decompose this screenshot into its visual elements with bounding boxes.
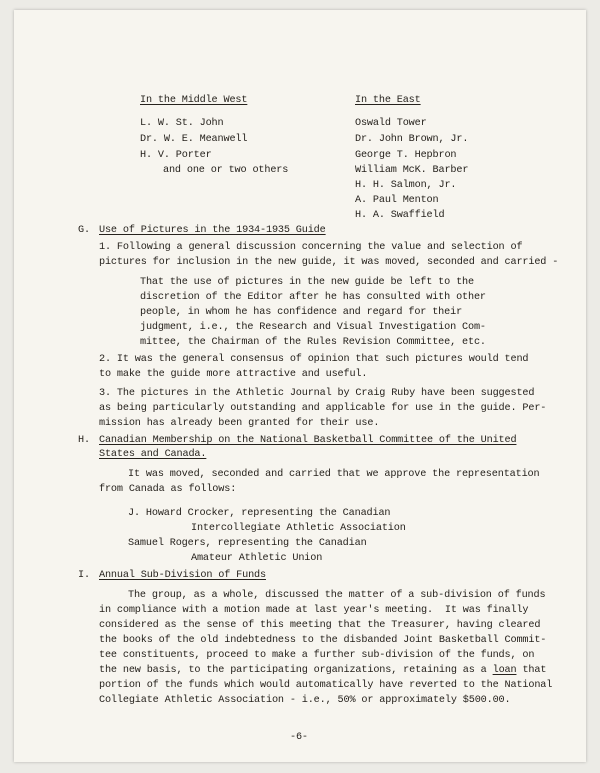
section-h-title-line: Canadian Membership on the National Basketball Committee of the United [99,435,517,446]
middle-west-heading: In the Middle West [140,95,248,106]
section-i-p1-line: Collegiate Athletic Association - i.e., 50% or approximately $500.00. [99,695,511,706]
section-h-rep-line: Intercollegiate Athletic Association [191,523,406,534]
middle-west-member: H. V. Porter [140,150,212,161]
section-g-p3-line: as being particularly outstanding and applicable for use in the guide. Per- [99,403,547,414]
section-i-p1-line-text: the new basis, to the participating organizations, retaining as a [99,665,487,676]
east-member: H. A. Swaffield [355,210,445,221]
section-i-p1-line: the books of the old indebtedness to the disbanded Joint Basketball Commit- [99,635,547,646]
east-member: Dr. John Brown, Jr. [355,134,469,145]
section-i-letter: I. [78,570,90,581]
section-g-p1-line: pictures for inclusion in the new guide, it was moved, seconded and carried - [99,257,559,268]
east-member: George T. Hepbron [355,150,457,161]
section-g-p2-line: 2. It was the general consensus of opinion that such pictures would tend [99,354,529,365]
section-g-motion-line: mittee, the Chairman of the Rules Revision Committee, etc. [140,337,486,348]
section-i-p1-line: portion of the funds which would automatically have reverted to the National [99,680,553,691]
middle-west-extra: and one or two others [163,165,289,176]
section-g-letter: G. [78,225,90,236]
section-g-p3-line: 3. The pictures in the Athletic Journal by Craig Ruby have been suggested [99,388,535,399]
section-g-motion-line: discretion of the Editor after he has consulted with other [140,292,486,303]
section-h-p1-line: from Canada as follows: [99,484,237,495]
section-g-p3-line: mission has already been granted for their use. [99,418,380,429]
section-i-title: Annual Sub-Division of Funds [99,570,266,581]
section-g-motion-line: judgment, i.e., the Research and Visual Investigation Com- [140,322,486,333]
section-g-p1-line: 1. Following a general discussion concerning the value and selection of [99,242,523,253]
section-i-p1-line: in compliance with a motion made at last year's meeting. It was finally [99,605,529,616]
section-h-rep-line: Amateur Athletic Union [191,553,323,564]
section-h-rep-line: Samuel Rogers, representing the Canadian [128,538,367,549]
page-number: -6- [290,732,308,743]
section-h-p1-line: It was moved, seconded and carried that we approve the representation [128,469,540,480]
loan-word: loan [492,665,517,676]
middle-west-member: L. W. St. John [140,118,224,129]
section-g-p2-line: to make the guide more attractive and useful. [99,369,368,380]
section-h-title-line: States and Canada. [99,449,207,460]
east-member: Oswald Tower [355,118,427,129]
east-member: A. Paul Menton [355,195,439,206]
section-i-p1-line: tee constituents, proceed to make a further sub-division of the funds, on [99,650,535,661]
section-h-rep-line: J. Howard Crocker, representing the Canadian [128,508,391,519]
section-g-title: Use of Pictures in the 1934-1935 Guide [99,225,326,236]
section-h-letter: H. [78,435,90,446]
section-g-motion-line: people, in whom he has confidence and regard for their [140,307,463,318]
section-i-p1-line: considered as the sense of this meeting that the Treasurer, having cleared [99,620,541,631]
east-heading: In the East [355,95,421,106]
east-member: H. H. Salmon, Jr. [355,180,457,191]
section-i-p1-line [99,664,546,678]
section-g-motion-line: That the use of pictures in the new guide be left to the [140,277,474,288]
middle-west-member: Dr. W. E. Meanwell [140,134,248,145]
section-i-p1-line: The group, as a whole, discussed the matter of a sub-division of funds [128,590,546,601]
east-member: William McK. Barber [355,165,469,176]
loan-after-text: that [522,665,547,676]
